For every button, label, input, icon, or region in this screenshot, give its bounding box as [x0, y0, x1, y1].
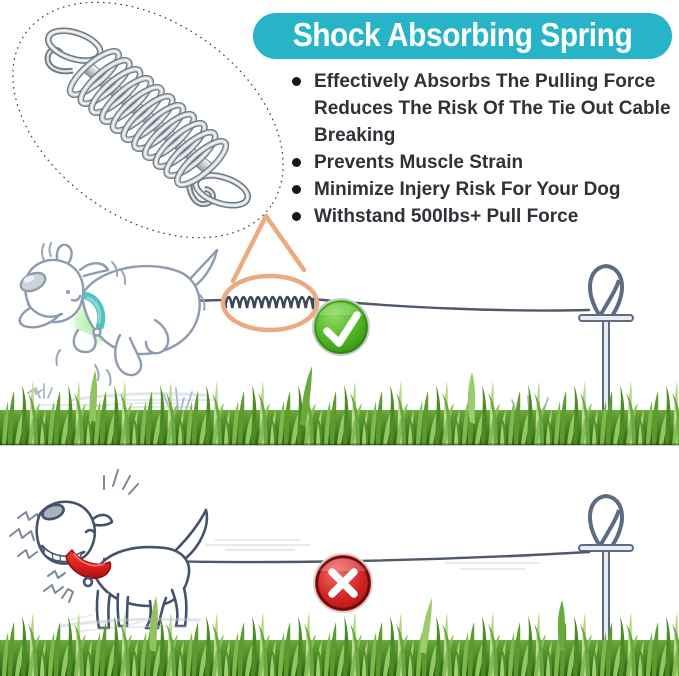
steel-spring-icon: [25, 8, 270, 229]
ear: [80, 263, 108, 276]
bullet-dot-icon: [292, 212, 301, 221]
title-banner: [253, 13, 672, 59]
feature-text: Effectively Absorbs The Pulling Force Reduces The Risk Of The Tie Out Cable Breaking: [314, 71, 671, 146]
feature-text: Prevents Muscle Strain: [314, 152, 524, 173]
green-checkmark-icon: [313, 299, 369, 355]
red-cross-icon: [314, 554, 372, 612]
bullet-dot-icon: [292, 158, 301, 167]
tail: [191, 250, 217, 285]
feature-text: Withstand 500lbs+ Pull Force: [314, 206, 579, 227]
feature-item: [292, 149, 672, 176]
spring-highlight-callout: [223, 216, 317, 330]
bullet-dot-icon: [292, 77, 301, 86]
feature-item: [292, 68, 672, 149]
spring-on-cable: [224, 297, 313, 308]
grass-band-middle: [0, 366, 679, 446]
collar-tag: [84, 578, 92, 586]
feature-item: [292, 176, 672, 203]
eye: [66, 290, 70, 294]
tail: [175, 510, 207, 558]
bullet-dot-icon: [292, 185, 301, 194]
title-banner-label: Shock Absorbing Spring: [292, 16, 633, 54]
running-dog: [18, 243, 217, 385]
feature-list: [292, 68, 672, 230]
feature-text: Minimize Injery Risk For Your Dog: [314, 179, 621, 200]
feature-item: [292, 203, 672, 230]
watermark-lines: [205, 540, 540, 569]
